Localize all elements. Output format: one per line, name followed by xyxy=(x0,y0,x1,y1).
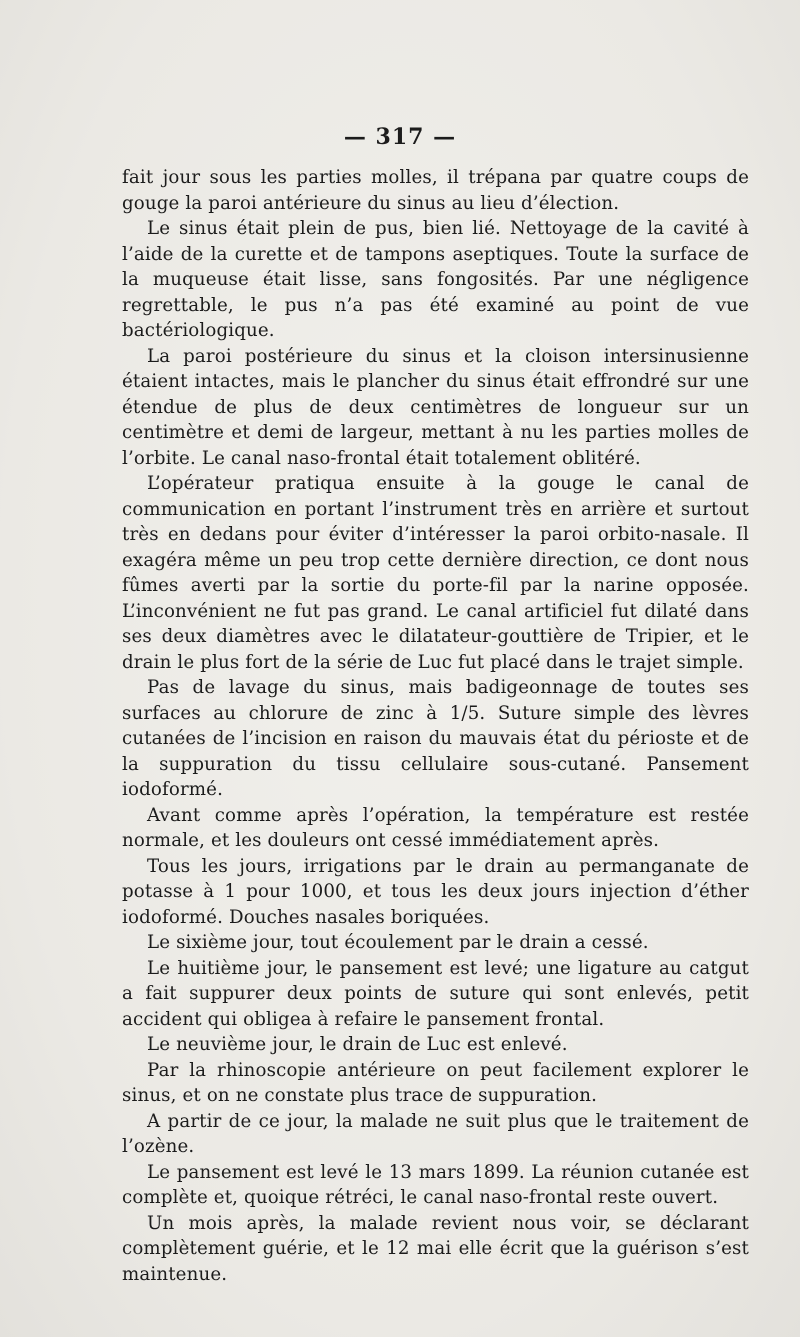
paragraph-13: Le pansement est levé le 13 mars 1899. La réunion cutanée est complète et, quoique rétréci, le canal naso-frontal reste ouvert. xyxy=(122,1161,749,1208)
paragraph-4: L’opérateur pratiqua ensuite à la gouge le canal de communication en portant l’instrument très en arrière et surtout très en dedans pour éviter d’intéresser la paroi orbito-nasale. Il exagéra même un peu trop cette dernière direction, ce dont nous fûmes averti par la sortie du porte-fil par la narine opposée. L’inconvénient ne fut pas grand. Le canal artificiel fut dilaté dans ses deux diamètres avec le dilatateur-gouttière de Tripier, et le drain le plus fort de la série de Luc fut placé dans le trajet simple. xyxy=(122,473,749,673)
paragraph-7: Tous les jours, irrigations par le drain au permanganate de potasse à 1 pour 1000, et tous les deux jours injection d’éther iodoformé. Douches nasales boriquées. xyxy=(122,855,749,928)
paragraph-2: Le sinus était plein de pus, bien lié. Nettoyage de la cavité à l’aide de la curette et de tampons aseptiques. Toute la surface de la muqueuse était lisse, sans fongosités. Par une négligence regrettable, le pus n’a pas été examiné au point de vue bactériologique. xyxy=(122,218,749,341)
paragraph-1: fait jour sous les parties molles, il trépana par quatre coups de gouge la paroi antérieure du sinus au lieu d’élection. xyxy=(122,167,749,214)
paragraph-10: Le neuvième jour, le drain de Luc est enlevé. xyxy=(147,1034,568,1055)
paragraph-14: Un mois après, la malade revient nous voir, se déclarant complètement guérie, et le 12 mai elle écrit que la guérison s’est maintenue. xyxy=(122,1212,749,1285)
body-text xyxy=(122,165,749,1287)
paragraph-12: A partir de ce jour, la malade ne suit plus que le traitement de l’ozène. xyxy=(122,1110,749,1157)
page-number: — 317 — xyxy=(343,124,457,150)
paragraph-11: Par la rhinoscopie antérieure on peut facilement explorer le sinus, et on ne constate plus trace de suppuration. xyxy=(122,1059,749,1106)
paragraph-5: Pas de lavage du sinus, mais badigeonnage de toutes ses surfaces au chlorure de zinc à 1/5. Suture simple des lèvres cutanées de l’incision en raison du mauvais état du périoste et de la suppuration du tissu cellulaire sous-cutané. Pansement iodoformé. xyxy=(122,677,749,800)
paragraph-8: Le sixième jour, tout écoulement par le drain a cessé. xyxy=(147,932,649,953)
paragraph-9: Le huitième jour, le pansement est levé; une ligature au catgut a fait suppurer deux points de suture qui sont enlevés, petit accident qui obligea à refaire le pansement frontal. xyxy=(122,957,749,1030)
paragraph-3: La paroi postérieure du sinus et la cloison intersinusienne étaient intactes, mais le plancher du sinus était effrondré sur une étendue de plus de deux centimètres de longueur sur un centimètre et demi de largeur, mettant à nu les parties molles de l’orbite. Le canal naso-frontal était totalement oblitéré. xyxy=(122,345,749,469)
paragraph-6: Avant comme après l’opération, la température est restée normale, et les douleurs ont cessé immédiatement après. xyxy=(122,804,749,851)
